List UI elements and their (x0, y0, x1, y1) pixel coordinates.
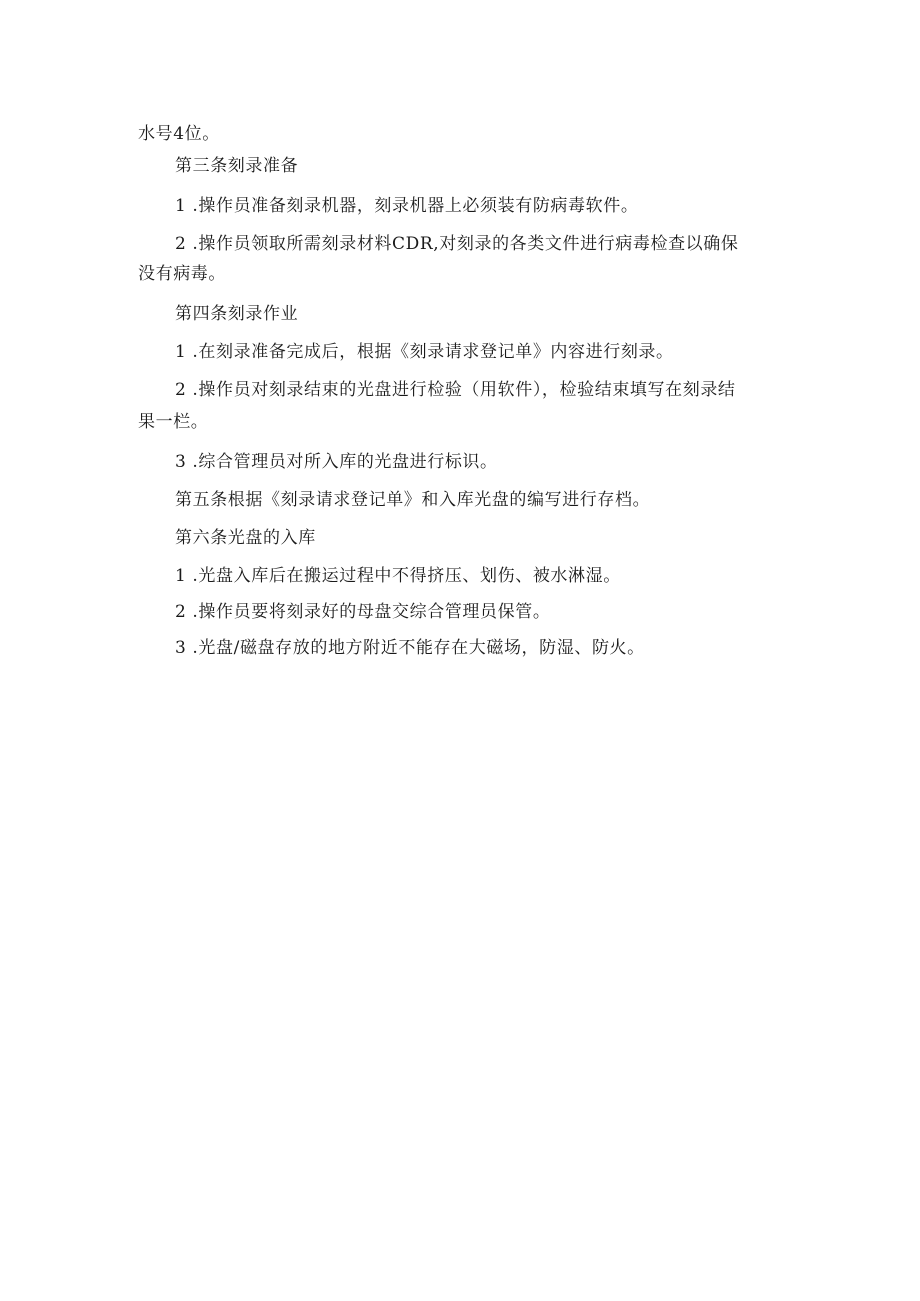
article-4-item-1: 1 .在刻录准备完成后，根据《刻录请求登记单》内容进行刻录。 (175, 342, 674, 362)
article-6-heading: 第六条光盘的入库 (175, 528, 316, 548)
article-5-heading: 第五条根据《刻录请求登记单》和入库光盘的编写进行存档。 (175, 490, 651, 510)
article-4-heading: 第四条刻录作业 (175, 304, 299, 324)
continuation-line: 水号4位。 (138, 124, 220, 144)
article-6-item-3: 3 .光盘/磁盘存放的地方附近不能存在大磁场，防湿、防火。 (175, 638, 645, 658)
article-6-item-1: 1 .光盘入库后在搬运过程中不得挤压、划伤、被水淋湿。 (175, 566, 621, 586)
article-3-heading: 第三条刻录准备 (175, 156, 299, 176)
article-4-item-2: 2 .操作员对刻录结束的光盘进行检验（用软件），检验结束填写在刻录结 (175, 380, 736, 400)
article-3-item-2: 2 .操作员领取所需刻录材料CDR,对刻录的各类文件进行病毒检查以确保 (175, 234, 739, 254)
article-6-item-2: 2 .操作员要将刻录好的母盘交综合管理员保管。 (175, 602, 551, 622)
article-4-item-3: 3 .综合管理员对所入库的光盘进行标识。 (175, 452, 498, 472)
article-4-item-2-continuation: 果一栏。 (138, 412, 209, 432)
article-3-item-2-continuation: 没有病毒。 (138, 264, 226, 284)
article-3-item-1: 1 .操作员准备刻录机器，刻录机器上必须装有防病毒软件。 (175, 196, 639, 216)
